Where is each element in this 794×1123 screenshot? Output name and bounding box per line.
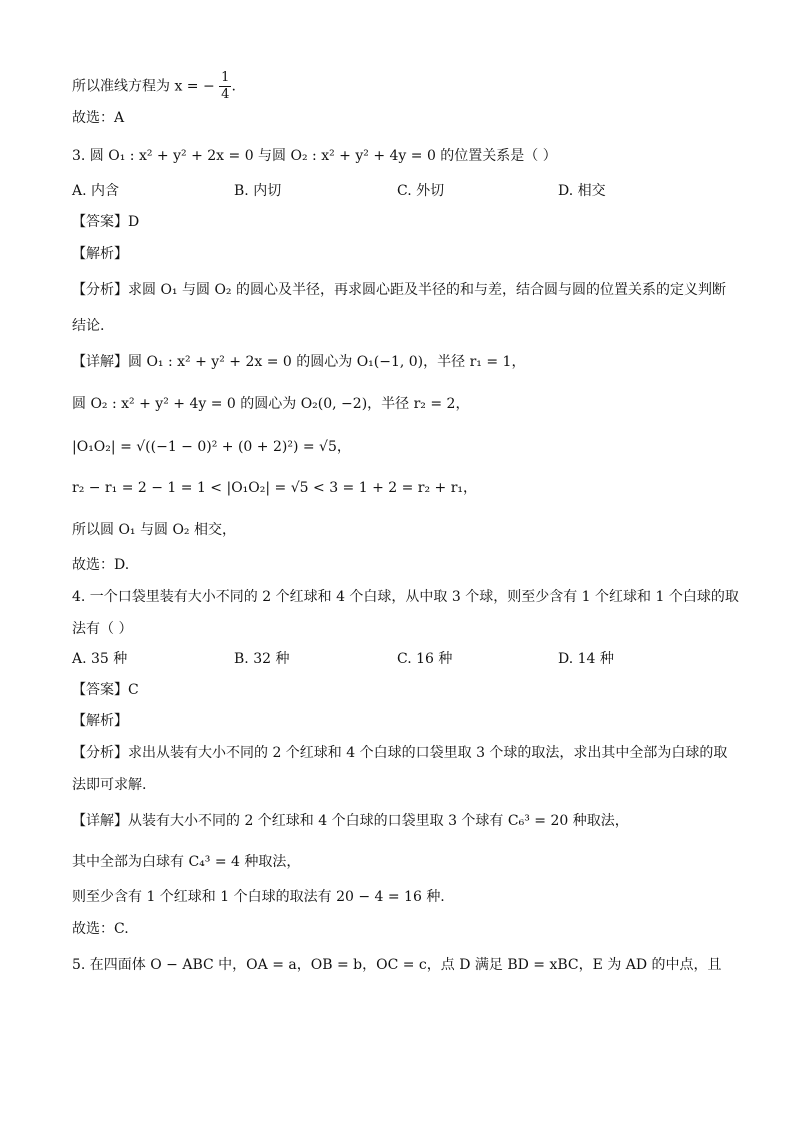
fraction-numerator: 1: [221, 70, 230, 85]
q4-detail-line3: 则至少含有 1 个红球和 1 个白球的取法有 20 − 4 = 16 种.: [72, 889, 445, 905]
prev-choose: 故选：A: [72, 110, 125, 126]
q3-stem: 3. 圆 O₁ : x² + y² + 2x = 0 与圆 O₂ : x² + y² + 4y = 0 的位置关系是（ ）: [72, 148, 557, 164]
q3-detail-line3: |O₁O₂| = √((−1 − 0)² + (0 + 2)²) = √5，: [72, 439, 351, 455]
fraction-denominator: 4: [221, 87, 230, 102]
q4-stem-line1: 4. 一个口袋里装有大小不同的 2 个红球和 4 个白球，从中取 3 个球，则至少含有 1 个红球和 1 个白球的取: [72, 589, 739, 605]
q4-option-d: D. 14 种: [558, 651, 614, 667]
q3-option-b: B. 内切: [234, 183, 282, 199]
q3-fenxi-line2: 结论.: [72, 318, 105, 334]
q4-option-a: A. 35 种: [72, 651, 128, 667]
q4-fenxi-line2: 法即可求解.: [72, 777, 147, 793]
q3-option-c: C. 外切: [397, 183, 445, 199]
q3-option-a: A. 内含: [72, 183, 120, 199]
q3-choose: 故选：D.: [72, 557, 130, 573]
q4-choose: 故选：C.: [72, 921, 129, 937]
q4-answer: 【答案】C: [72, 682, 139, 698]
q3-option-d: D. 相交: [558, 183, 606, 199]
q3-detail-line2: 圆 O₂ : x² + y² + 4y = 0 的圆心为 O₂(0, −2)，半径 r₂ = 2，: [72, 396, 470, 412]
q4-option-b: B. 32 种: [234, 651, 290, 667]
prev-answer-line: [72, 70, 236, 103]
q4-option-c: C. 16 种: [397, 651, 453, 667]
q4-fenxi-line1: 【分析】求出从装有大小不同的 2 个红球和 4 个白球的口袋里取 3 个球的取法，求出其中全部为白球的取: [72, 745, 728, 761]
q4-analysis-label: 【解析】: [72, 713, 128, 729]
q3-detail-line4: r₂ − r₁ = 2 − 1 = 1 < |O₁O₂| = √5 < 3 = 1 + 2 = r₂ + r₁，: [72, 480, 478, 496]
prev-line-text: 所以准线方程为 x = −: [72, 78, 215, 95]
q5-stem: 5. 在四面体 O − ABC 中，OA = a，OB = b，OC = c，点 D 满足 BD = xBC，E 为 AD 的中点，且: [72, 957, 722, 973]
q3-analysis-label: 【解析】: [72, 246, 128, 262]
q4-detail-line1: 【详解】从装有大小不同的 2 个红球和 4 个白球的口袋里取 3 个球有 C₆³ = 20 种取法，: [72, 813, 629, 829]
q4-stem-line2: 法有（ ）: [72, 621, 133, 637]
q3-detail-line1: 【详解】圆 O₁ : x² + y² + 2x = 0 的圆心为 O₁(−1, 0)，半径 r₁ = 1，: [72, 354, 526, 370]
prev-line-end: .: [231, 78, 236, 95]
q3-detail-line5: 所以圆 O₁ 与圆 O₂ 相交，: [72, 522, 236, 538]
q3-answer: 【答案】D: [72, 214, 140, 230]
q3-fenxi-line1: 【分析】求圆 O₁ 与圆 O₂ 的圆心及半径，再求圆心距及半径的和与差，结合圆与圆的位置关系的定义判断: [72, 282, 726, 298]
fraction: [219, 70, 231, 103]
q4-detail-line2: 其中全部为白球有 C₄³ = 4 种取法，: [72, 854, 301, 870]
